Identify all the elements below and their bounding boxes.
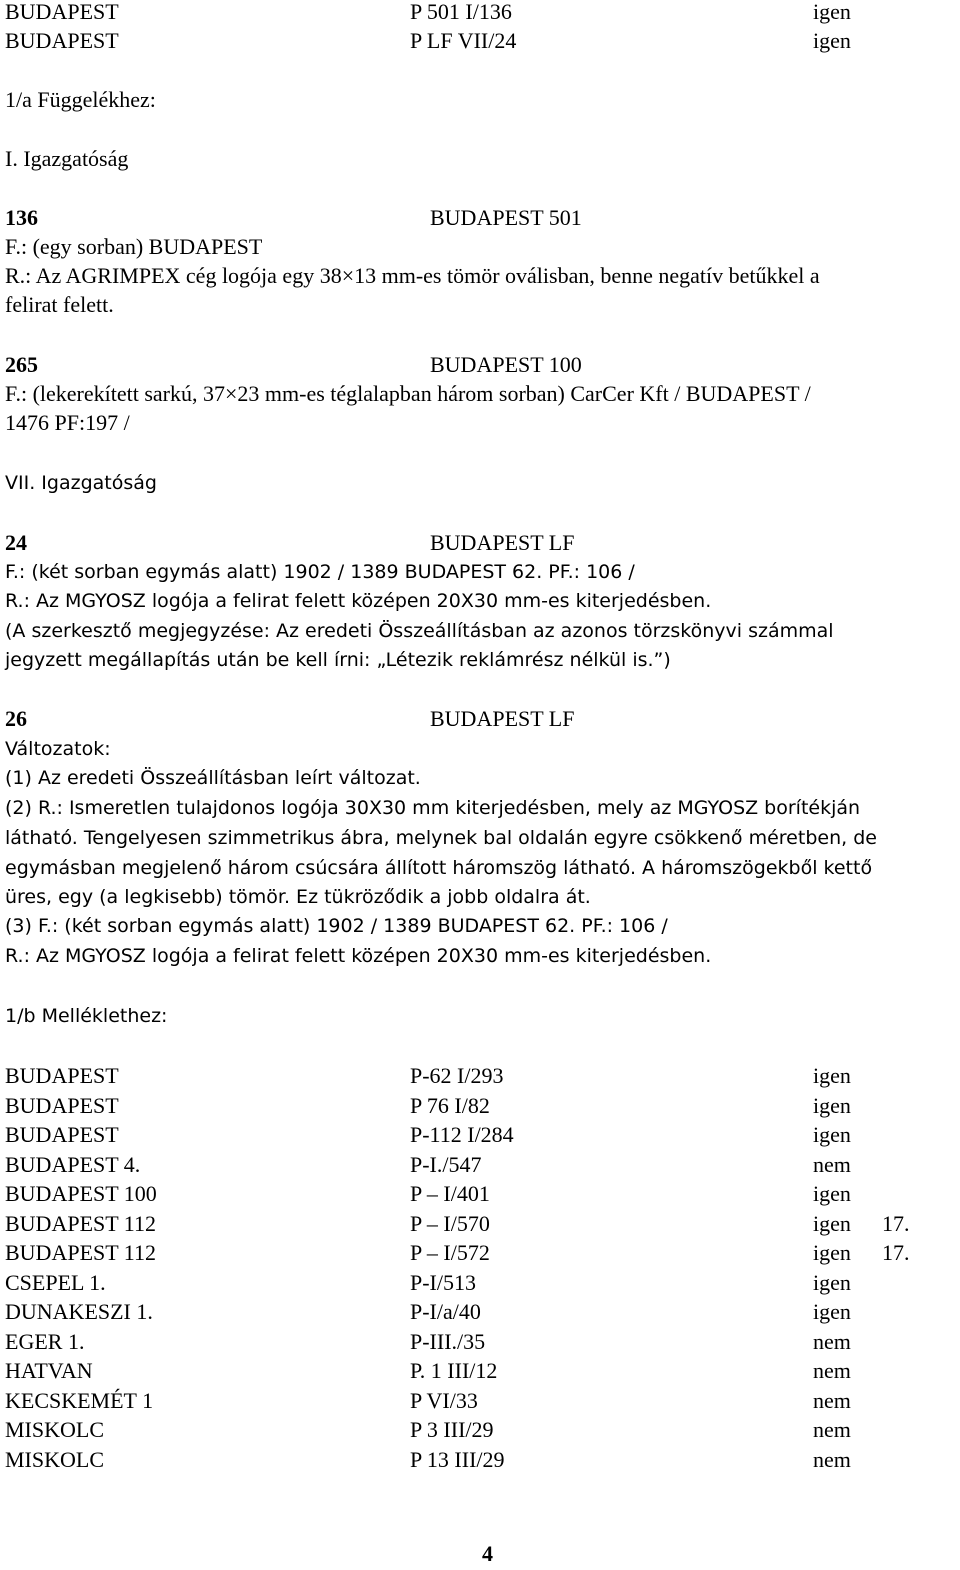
appendix-a-heading: 1/a Függelékhez: — [5, 87, 156, 112]
place-cell: BUDAPEST — [5, 1063, 119, 1088]
status-cell: igen — [813, 1299, 851, 1324]
code-cell: P 3 III/29 — [410, 1417, 494, 1442]
variants-label: Változatok: — [5, 738, 111, 760]
entry-place: BUDAPEST 501 — [430, 205, 582, 230]
table-row — [5, 26, 935, 56]
place-cell: BUDAPEST 112 — [5, 1240, 156, 1265]
appendix-b-heading: 1/b Melléklethez: — [5, 1005, 168, 1027]
table-row — [5, 1356, 935, 1386]
page-number: 4 — [482, 1541, 493, 1566]
directorate-7-title: VII. Igazgatóság — [5, 472, 157, 494]
code-cell: P 76 I/82 — [410, 1092, 490, 1118]
code-cell: P – I/570 — [410, 1210, 490, 1236]
code-cell: P-III./35 — [410, 1328, 486, 1354]
entry-place: BUDAPEST 100 — [430, 352, 582, 377]
status-cell: igen — [813, 1122, 851, 1147]
table-row — [5, 1091, 935, 1121]
table-row — [5, 1415, 935, 1445]
table-row — [5, 1179, 935, 1209]
status-cell: nem — [813, 1358, 851, 1383]
entry-line: R.: Az MGYOSZ logója a felirat felett középen 20X30 mm-es kiterjedésben. — [5, 590, 712, 612]
status-cell: igen — [813, 1269, 851, 1295]
table-row — [5, 1061, 935, 1091]
table-row — [5, 1445, 935, 1475]
entry-line: (1) Az eredeti Összeállításban leírt változat. — [5, 767, 421, 789]
table-row — [5, 1150, 935, 1180]
status-cell: igen — [813, 1181, 851, 1206]
place-cell: BUDAPEST — [5, 0, 119, 24]
status-cell: nem — [813, 1151, 851, 1177]
entry-line: F.: (egy sorban) BUDAPEST — [5, 234, 263, 259]
code-cell: P-I./547 — [410, 1151, 482, 1177]
code-cell: P-I/a/40 — [410, 1299, 481, 1324]
extra-cell: 17. — [882, 1210, 910, 1236]
place-cell: BUDAPEST — [5, 1122, 119, 1147]
code-cell: P LF VII/24 — [410, 28, 517, 53]
place-cell: DUNAKESZI 1. — [5, 1299, 153, 1324]
code-cell: P 13 III/29 — [410, 1446, 505, 1472]
place-cell: HATVAN — [5, 1358, 93, 1383]
entry-line: F.: (lekerekített sarkú, 37×23 mm-es téglalapban három sorban) CarCer Kft / BUDAPEST / — [5, 381, 811, 406]
status-cell: nem — [813, 1387, 851, 1413]
table-row — [5, 1268, 935, 1298]
table-row — [5, 1120, 935, 1150]
status-cell: igen — [813, 1063, 851, 1088]
entry-line: R.: Az MGYOSZ logója a felirat felett középen 20X30 mm-es kiterjedésben. — [5, 945, 712, 967]
directorate-1-title: I. Igazgatóság — [5, 146, 129, 171]
entry-line: (3) F.: (két sorban egymás alatt) 1902 / 1389 BUDAPEST 62. PF.: 106 / — [5, 915, 668, 937]
status-cell: nem — [813, 1328, 851, 1354]
entry-line: látható. Tengelyesen szimmetrikus ábra, melynek bal oldalán egyre csökkenő méretben, de — [5, 827, 877, 849]
place-cell: BUDAPEST 4. — [5, 1151, 141, 1177]
status-cell: igen — [813, 28, 851, 53]
code-cell: P – I/572 — [410, 1240, 490, 1265]
place-cell: BUDAPEST 112 — [5, 1210, 156, 1236]
editor-note: (A szerkesztő megjegyzése: Az eredeti Összeállításban az azonos törzskönyvi számmal — [5, 620, 834, 642]
place-cell: MISKOLC — [5, 1446, 105, 1472]
place-cell: BUDAPEST — [5, 1092, 119, 1118]
code-cell: P-I/513 — [410, 1269, 476, 1295]
code-cell: P-62 I/293 — [410, 1063, 504, 1088]
code-cell: P VI/33 — [410, 1387, 478, 1413]
status-cell: igen — [813, 1092, 851, 1118]
table-row — [5, 0, 935, 27]
status-cell: igen — [813, 0, 851, 24]
table-row — [5, 1297, 935, 1327]
status-cell: nem — [813, 1417, 851, 1442]
place-cell: EGER 1. — [5, 1328, 85, 1354]
code-cell: P 501 I/136 — [410, 0, 512, 24]
entry-number: 26 — [5, 706, 27, 731]
code-cell: P. 1 III/12 — [410, 1358, 498, 1383]
table-row — [5, 1327, 935, 1357]
status-cell: igen — [813, 1210, 851, 1236]
entry-place: BUDAPEST LF — [430, 706, 575, 731]
status-cell: igen — [813, 1240, 851, 1265]
entry-line: felirat felett. — [5, 292, 114, 317]
editor-note: jegyzett megállapítás után be kell írni: „Létezik reklámrész nélkül is.”) — [5, 649, 671, 671]
extra-cell: 17. — [882, 1240, 910, 1265]
entry-line: egymásban megjelenő három csúcsára állított háromszög látható. A háromszögekből kettő — [5, 857, 873, 879]
place-cell: BUDAPEST 100 — [5, 1181, 157, 1206]
entry-number: 136 — [5, 205, 38, 230]
place-cell: BUDAPEST — [5, 28, 119, 53]
entry-line: F.: (két sorban egymás alatt) 1902 / 1389 BUDAPEST 62. PF.: 106 / — [5, 561, 635, 583]
entry-place: BUDAPEST LF — [430, 530, 575, 555]
place-cell: CSEPEL 1. — [5, 1269, 106, 1295]
entry-line: R.: Az AGRIMPEX cég logója egy 38×13 mm-es tömör oválisban, benne negatív betűkkel a — [5, 263, 820, 288]
entry-line: 1476 PF:197 / — [5, 410, 130, 435]
code-cell: P – I/401 — [410, 1181, 490, 1206]
status-cell: nem — [813, 1446, 851, 1472]
table-row — [5, 1238, 935, 1268]
table-row — [5, 1386, 935, 1416]
place-cell: MISKOLC — [5, 1417, 105, 1442]
place-cell: KECSKEMÉT 1 — [5, 1387, 154, 1413]
entry-number: 24 — [5, 530, 27, 555]
entry-line: (2) R.: Ismeretlen tulajdonos logója 30X30 mm kiterjedésben, mely az MGYOSZ borítékján — [5, 797, 861, 819]
table-row — [5, 1209, 935, 1239]
entry-number: 265 — [5, 352, 38, 377]
entry-line: üres, egy (a legkisebb) tömör. Ez tükröződik a jobb oldalra át. — [5, 886, 591, 908]
code-cell: P-112 I/284 — [410, 1122, 514, 1147]
